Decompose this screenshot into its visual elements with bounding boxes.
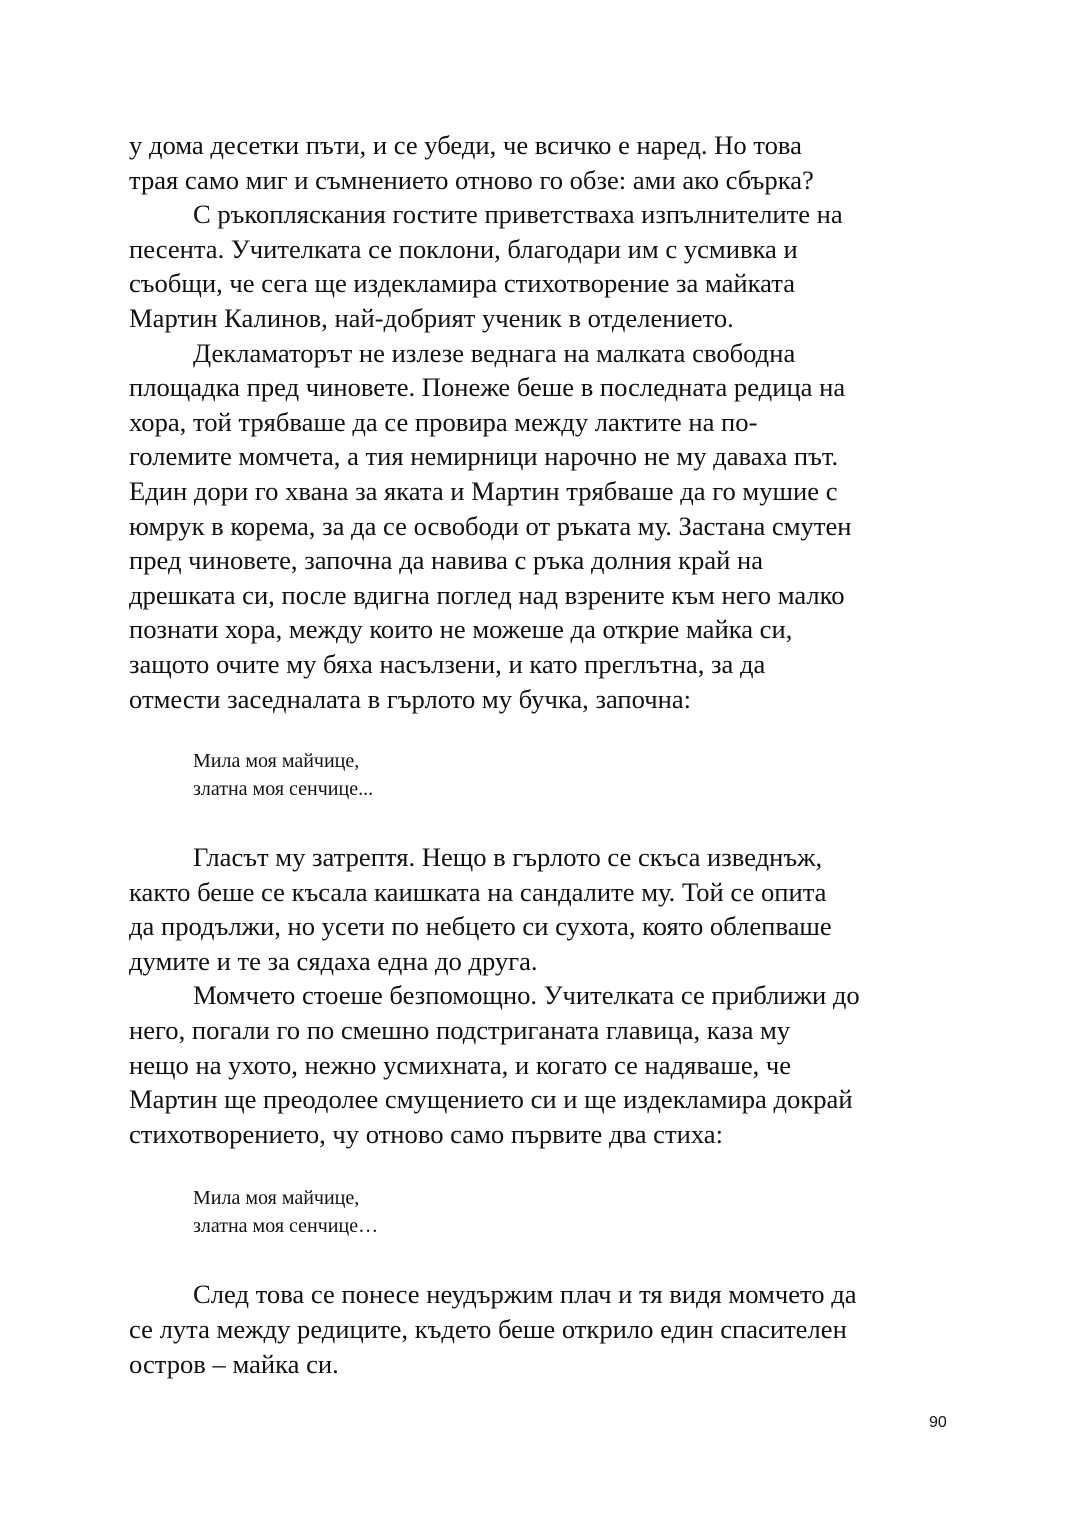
text-line: думите и те за сядаха една до друга. (129, 945, 538, 976)
text-line: остров – майка си. (129, 1348, 339, 1379)
text-line: Гласът му затрептя. Нещо в гърлото се скъса изведнъж, (193, 842, 823, 873)
page-number: 90 (929, 1414, 947, 1431)
paragraph-1 (129, 128, 959, 197)
verse-1 (193, 747, 959, 803)
text-line: хора, той трябваше да се провира между лактите на по- (129, 406, 758, 437)
verse-line: Мила моя майчице, (193, 1187, 360, 1210)
text-line: големите момчета, а тия немирници нарочно не му даваха път. (129, 441, 839, 472)
text-line: площадка пред чиновете. Понеже беше в последната редица на (129, 372, 846, 403)
text-line: познати хора, между които не можеше да открие майка си, (129, 614, 793, 645)
text-line: се лута между редиците, където беше открило един спасителен (129, 1314, 847, 1345)
text-line: нещо на ухото, нежно усмихната, и когато се надяваше, че (129, 1049, 792, 1080)
text-line: Мартин Калинов, най-добрият ученик в отделението. (129, 302, 734, 333)
page-body (129, 128, 959, 1381)
verse-line: златна моя сенчице... (193, 778, 374, 801)
text-line: защото очите му бяха насълзени, и като преглътна, за да (129, 648, 766, 679)
verse-line: Мила моя майчице, (193, 750, 360, 773)
text-line: С ръкопляскания гостите приветстваха изпълнителите на (193, 199, 843, 230)
text-line: стихотворението, чу отново само първите два стиха: (129, 1118, 723, 1149)
text-line: След това се понесе неудържим плач и тя видя момчето да (193, 1279, 857, 1310)
text-line: него, погали го по смешно подстриганата главица, каза му (129, 1015, 791, 1046)
paragraph-4 (129, 840, 959, 978)
text-line: Момчето стоеше безпомощно. Учителката се приближи до (193, 980, 860, 1011)
text-line: пред чиновете, започна да навива с ръка долния край на (129, 545, 764, 576)
text-line: да продължи, но усети по небцето си сухота, която облепваше (129, 911, 832, 942)
text-line: отмести заседналата в гърлото му бучка, започна: (129, 683, 692, 714)
paragraph-5 (129, 978, 959, 1151)
text-line: песента. Учителката се поклони, благодари им с усмивка и (129, 233, 798, 264)
text-line: у дома десетки пъти, и се убеди, че всичко е наред. Но това (129, 130, 802, 160)
text-line: дрешката си, после вдигна поглед над взрените към него малко (129, 579, 845, 610)
text-line: трая само миг и съмнението отново го обзе: ами ако сбърка? (129, 164, 814, 195)
text-line: както беше се късала каишката на сандалите му. Той се опита (129, 876, 827, 907)
text-line: Мартин ще преодолее смущението си и ще издекламира докрай (129, 1084, 853, 1115)
paragraph-6 (129, 1277, 959, 1381)
text-line: юмрук в корема, за да се освободи от ръката му. Застана смутен (129, 510, 852, 541)
text-line: Декламаторът не излезе веднага на малката свободна (193, 337, 796, 368)
verse-2 (193, 1184, 959, 1240)
text-line: съобщи, че сега ще издекламира стихотворение за майката (129, 268, 796, 299)
verse-line: златна моя сенчице… (193, 1215, 379, 1238)
text-line: Един дори го хвана за яката и Мартин трябваше да го мушие с (129, 475, 838, 506)
paragraph-2 (129, 197, 959, 335)
paragraph-3 (129, 336, 959, 717)
